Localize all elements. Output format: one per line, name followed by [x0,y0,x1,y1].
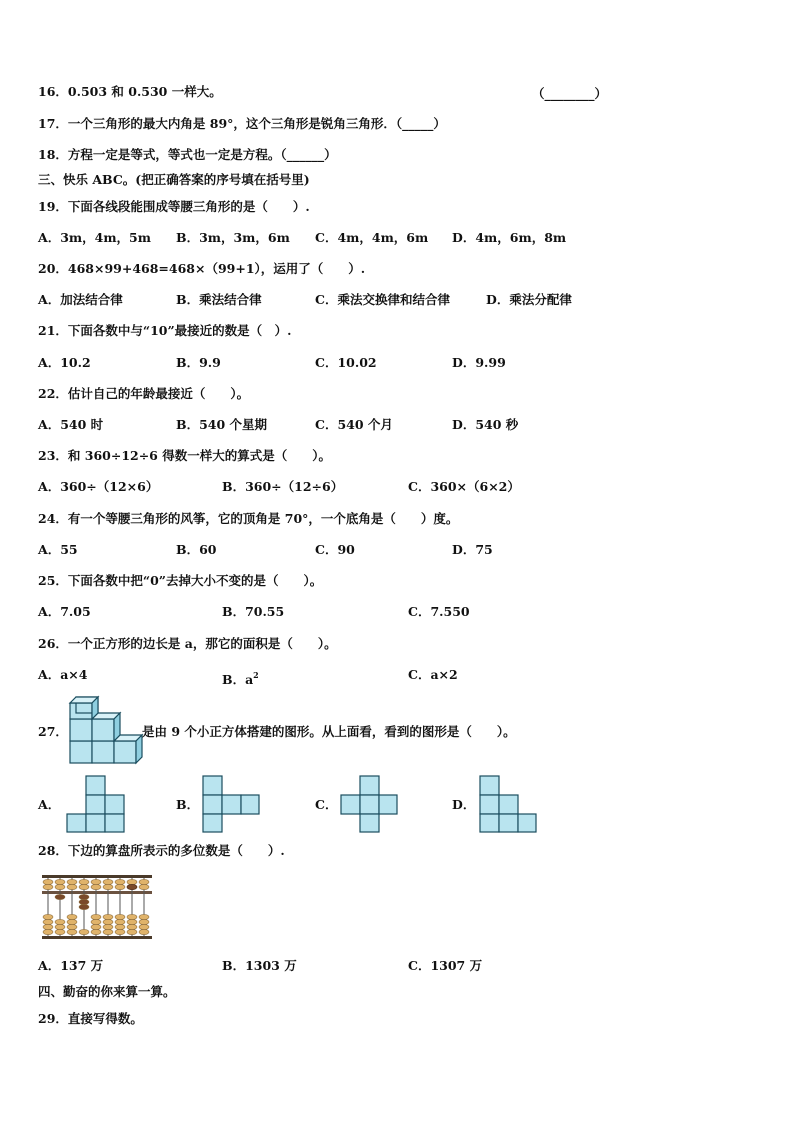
q20-option-a[interactable]: A．加法结合律 [38,292,123,307]
q21-option-c[interactable]: C．10.02 [315,355,377,370]
q19-option-d[interactable]: D．4m，6m，8m [452,230,567,245]
q25-option-b[interactable]: B．70.55 [222,604,285,619]
q27-cube-figure [68,697,142,765]
q27-option-d-label[interactable]: D． [452,797,476,812]
q27-number: 27． [38,724,68,739]
q26-option-b-text: B．a [222,672,254,687]
q29-stem: 29．直接写得数。 [38,1011,143,1026]
q26-option-c[interactable]: C．a×2 [408,667,458,682]
q25-stem: 25．下面各数中把“0”去掉大小不变的是（ ）。 [38,573,323,588]
q23-stem: 23．和 360÷12÷6 得数一样大的算式是（ ）。 [38,448,331,463]
q26-option-a[interactable]: A．a×4 [38,667,88,682]
q18-answer-blank[interactable]: ______ [286,147,325,162]
q24-option-a[interactable]: A．55 [38,542,78,557]
section-4-heading: 四、勤奋的你来算一算。 [38,984,176,999]
q27-option-a-figure[interactable] [67,775,125,833]
q28-option-c[interactable]: C．1307 万 [408,958,483,973]
q27-option-a-label[interactable]: A． [38,797,61,812]
q24-option-c[interactable]: C．90 [315,542,355,557]
q21-stem: 21．下面各数中与“10”最接近的数是（ ）. [38,323,292,338]
q17-answer-blank[interactable]: _____ [402,116,434,131]
q26-option-b-exponent: 2 [253,670,259,680]
q23-option-c[interactable]: C．360×（6×2） [408,479,520,494]
q17-close: ） [433,116,446,131]
q24-option-d[interactable]: D．75 [452,542,493,557]
q27-option-b-label[interactable]: B． [176,797,200,812]
q19-stem: 19．下面各线段能围成等腰三角形的是（ ）. [38,199,310,214]
q28-stem: 28．下边的算盘所表示的多位数是（ ）. [38,843,285,858]
q22-option-d[interactable]: D．540 秒 [452,417,519,432]
q18-text: 18．方程一定是等式，等式也一定是方程。（ [38,147,287,162]
q22-option-a[interactable]: A．540 时 [38,417,104,432]
q20-option-d[interactable]: D．乘法分配律 [486,292,572,307]
q27-option-c-figure[interactable] [340,775,398,833]
q20-stem: 20．468×99+468=468×（99+1），运用了（ ）. [38,261,366,276]
q20-option-b[interactable]: B．乘法结合律 [176,292,262,307]
q23-option-b[interactable]: B．360÷（12÷6） [222,479,344,494]
q22-stem: 22．估计自己的年龄最接近（ ）。 [38,386,250,401]
q19-option-a[interactable]: A．3m，4m，5m [38,230,151,245]
q24-stem: 24．有一个等腰三角形的风筝，它的顶角是 70°，一个底角是（ ）度。 [38,511,459,526]
q16-answer-blank[interactable]: （________） [532,86,608,101]
q17-text: 17．一个三角形的最大内角是 89°，这个三角形是锐角三角形．（ [38,116,403,131]
q22-option-c[interactable]: C．540 个月 [315,417,393,432]
q20-option-c[interactable]: C．乘法交换律和结合律 [315,292,450,307]
abacus-image [41,873,153,941]
section-3-heading: 三、快乐 ABC。(把正确答案的序号填在括号里) [38,172,310,187]
q21-option-b[interactable]: B．9.9 [176,355,221,370]
q27-stem: 是由 9 个小正方体搭建的图形。从上面看，看到的图形是（ ）。 [142,724,516,739]
q28-option-b[interactable]: B．1303 万 [222,958,297,973]
q27-option-b-figure[interactable] [202,775,260,833]
q23-option-a[interactable]: A．360÷（12×6） [38,479,159,494]
q25-option-c[interactable]: C．7.550 [408,604,470,619]
q26-option-b[interactable] [222,667,259,688]
q24-option-b[interactable]: B．60 [176,542,217,557]
q18-close: ） [324,147,337,162]
q28-option-a[interactable]: A．137 万 [38,958,104,973]
q21-option-a[interactable]: A．10.2 [38,355,91,370]
q18 [38,147,337,163]
q17 [38,116,446,132]
q22-option-b[interactable]: B．540 个星期 [176,417,268,432]
q16-text: 16．0.503 和 0.530 一样大。 [38,84,222,99]
q19-option-b[interactable]: B．3m，3m，6m [176,230,290,245]
q27-option-c-label[interactable]: C． [315,797,338,812]
q21-option-d[interactable]: D．9.99 [452,355,506,370]
q25-option-a[interactable]: A．7.05 [38,604,91,619]
q19-option-c[interactable]: C．4m，4m，6m [315,230,429,245]
q26-stem: 26．一个正方形的边长是 a，那它的面积是（ ）。 [38,636,337,651]
q27-option-d-figure[interactable] [479,775,537,833]
